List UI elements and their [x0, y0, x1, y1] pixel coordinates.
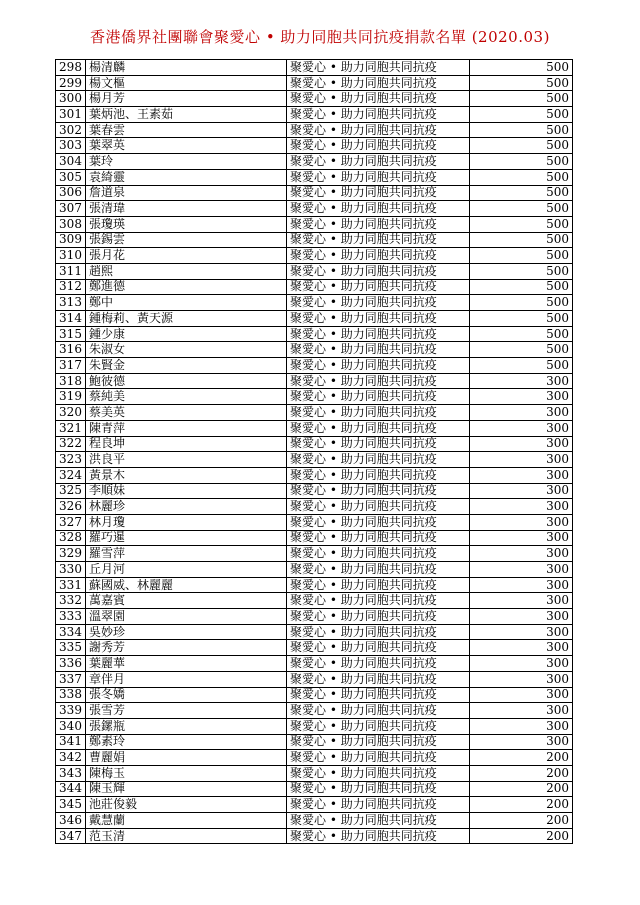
donation-amount: 300	[470, 718, 573, 734]
donor-name: 蘇國威、林麗麗	[86, 577, 287, 593]
donation-purpose: 聚愛心 • 助力同胞共同抗疫	[287, 232, 470, 248]
table-row	[56, 138, 573, 154]
table-row	[56, 609, 573, 625]
row-number: 299	[56, 75, 86, 91]
donation-purpose: 聚愛心 • 助力同胞共同抗疫	[287, 216, 470, 232]
table-row	[56, 342, 573, 358]
donation-purpose: 聚愛心 • 助力同胞共同抗疫	[287, 138, 470, 154]
table-row	[56, 248, 573, 264]
row-number: 342	[56, 750, 86, 766]
table-row	[56, 185, 573, 201]
donation-purpose: 聚愛心 • 助力同胞共同抗疫	[287, 813, 470, 829]
donor-name: 楊文樞	[86, 75, 287, 91]
row-number: 319	[56, 389, 86, 405]
donation-purpose: 聚愛心 • 助力同胞共同抗疫	[287, 185, 470, 201]
donation-purpose: 聚愛心 • 助力同胞共同抗疫	[287, 420, 470, 436]
row-number: 346	[56, 813, 86, 829]
donor-name: 陳梅玉	[86, 765, 287, 781]
donation-amount: 300	[470, 593, 573, 609]
row-number: 305	[56, 169, 86, 185]
row-number: 333	[56, 609, 86, 625]
table-row	[56, 656, 573, 672]
donor-name: 詹道泉	[86, 185, 287, 201]
donor-name: 朱賢金	[86, 358, 287, 374]
row-number: 323	[56, 452, 86, 468]
donation-amount: 300	[470, 609, 573, 625]
donation-purpose: 聚愛心 • 助力同胞共同抗疫	[287, 577, 470, 593]
table-row	[56, 122, 573, 138]
donation-amount: 300	[470, 483, 573, 499]
row-number: 343	[56, 765, 86, 781]
table-row	[56, 232, 573, 248]
table-row	[56, 703, 573, 719]
donation-purpose: 聚愛心 • 助力同胞共同抗疫	[287, 373, 470, 389]
donor-name: 洪良平	[86, 452, 287, 468]
row-number: 327	[56, 514, 86, 530]
donation-amount: 200	[470, 750, 573, 766]
table-row	[56, 311, 573, 327]
donor-name: 葉春雲	[86, 122, 287, 138]
table-row	[56, 169, 573, 185]
row-number: 329	[56, 546, 86, 562]
table-row	[56, 405, 573, 421]
donation-amount: 300	[470, 656, 573, 672]
row-number: 314	[56, 311, 86, 327]
donor-name: 葉麗華	[86, 656, 287, 672]
donor-name: 鄭中	[86, 295, 287, 311]
donation-amount: 300	[470, 687, 573, 703]
donor-name: 程良坤	[86, 436, 287, 452]
donor-name: 章伴月	[86, 671, 287, 687]
donor-name: 張月花	[86, 248, 287, 264]
donation-purpose: 聚愛心 • 助力同胞共同抗疫	[287, 828, 470, 844]
table-row	[56, 326, 573, 342]
row-number: 339	[56, 703, 86, 719]
donation-amount: 500	[470, 154, 573, 170]
donor-name: 李順妹	[86, 483, 287, 499]
row-number: 302	[56, 122, 86, 138]
donation-purpose: 聚愛心 • 助力同胞共同抗疫	[287, 107, 470, 123]
table-row	[56, 577, 573, 593]
row-number: 301	[56, 107, 86, 123]
row-number: 307	[56, 201, 86, 217]
donation-amount: 200	[470, 797, 573, 813]
row-number: 336	[56, 656, 86, 672]
donor-name: 溫翠園	[86, 609, 287, 625]
donor-name: 鍾少康	[86, 326, 287, 342]
row-number: 318	[56, 373, 86, 389]
donation-purpose: 聚愛心 • 助力同胞共同抗疫	[287, 358, 470, 374]
donation-amount: 300	[470, 389, 573, 405]
donation-amount: 300	[470, 514, 573, 530]
donation-amount: 300	[470, 577, 573, 593]
donation-amount: 500	[470, 342, 573, 358]
donor-name: 池莊俊毅	[86, 797, 287, 813]
donor-name: 羅雪萍	[86, 546, 287, 562]
donation-amount: 300	[470, 436, 573, 452]
table-row	[56, 75, 573, 91]
donation-amount: 300	[470, 671, 573, 687]
donor-name: 葉翠英	[86, 138, 287, 154]
donation-amount: 500	[470, 75, 573, 91]
table-row	[56, 420, 573, 436]
row-number: 324	[56, 467, 86, 483]
donor-name: 陳青萍	[86, 420, 287, 436]
donation-amount: 500	[470, 60, 573, 76]
donation-amount: 300	[470, 530, 573, 546]
row-number: 335	[56, 640, 86, 656]
table-row	[56, 562, 573, 578]
table-row	[56, 813, 573, 829]
donor-name: 張錫雲	[86, 232, 287, 248]
donation-amount: 300	[470, 420, 573, 436]
table-row	[56, 60, 573, 76]
donor-name: 戴慧蘭	[86, 813, 287, 829]
donation-purpose: 聚愛心 • 助力同胞共同抗疫	[287, 248, 470, 264]
donation-amount: 500	[470, 122, 573, 138]
donation-table-body	[56, 60, 573, 844]
table-row	[56, 201, 573, 217]
row-number: 328	[56, 530, 86, 546]
donor-name: 蔡純美	[86, 389, 287, 405]
donor-name: 林麗珍	[86, 499, 287, 515]
donation-purpose: 聚愛心 • 助力同胞共同抗疫	[287, 75, 470, 91]
table-row	[56, 263, 573, 279]
donation-amount: 500	[470, 358, 573, 374]
donation-amount: 200	[470, 813, 573, 829]
donation-purpose: 聚愛心 • 助力同胞共同抗疫	[287, 546, 470, 562]
donor-name: 曹麗娟	[86, 750, 287, 766]
donation-amount: 300	[470, 562, 573, 578]
donation-amount: 200	[470, 828, 573, 844]
donor-name: 萬嘉賓	[86, 593, 287, 609]
donation-purpose: 聚愛心 • 助力同胞共同抗疫	[287, 263, 470, 279]
row-number: 322	[56, 436, 86, 452]
donation-purpose: 聚愛心 • 助力同胞共同抗疫	[287, 326, 470, 342]
donation-purpose: 聚愛心 • 助力同胞共同抗疫	[287, 530, 470, 546]
donor-name: 謝秀芳	[86, 640, 287, 656]
donation-purpose: 聚愛心 • 助力同胞共同抗疫	[287, 797, 470, 813]
donation-purpose: 聚愛心 • 助力同胞共同抗疫	[287, 750, 470, 766]
row-number: 312	[56, 279, 86, 295]
donor-name: 鮑彼德	[86, 373, 287, 389]
table-row	[56, 216, 573, 232]
donation-purpose: 聚愛心 • 助力同胞共同抗疫	[287, 201, 470, 217]
donation-purpose: 聚愛心 • 助力同胞共同抗疫	[287, 405, 470, 421]
table-row	[56, 765, 573, 781]
donation-purpose: 聚愛心 • 助力同胞共同抗疫	[287, 781, 470, 797]
row-number: 316	[56, 342, 86, 358]
row-number: 332	[56, 593, 86, 609]
row-number: 303	[56, 138, 86, 154]
donation-purpose: 聚愛心 • 助力同胞共同抗疫	[287, 656, 470, 672]
donation-purpose: 聚愛心 • 助力同胞共同抗疫	[287, 734, 470, 750]
donor-name: 吳妙珍	[86, 624, 287, 640]
donation-purpose: 聚愛心 • 助力同胞共同抗疫	[287, 122, 470, 138]
donor-name: 葉炳池、王素茹	[86, 107, 287, 123]
document-title: 香港僑界社團聯會聚愛心 • 助力同胞共同抗疫捐款名單 (2020.03)	[90, 28, 550, 46]
table-row	[56, 279, 573, 295]
table-row	[56, 514, 573, 530]
table-row	[56, 640, 573, 656]
donation-amount: 500	[470, 216, 573, 232]
donation-amount: 300	[470, 640, 573, 656]
table-row	[56, 624, 573, 640]
row-number: 300	[56, 91, 86, 107]
donor-name: 范玉清	[86, 828, 287, 844]
row-number: 311	[56, 263, 86, 279]
donation-amount: 300	[470, 499, 573, 515]
donation-amount: 500	[470, 185, 573, 201]
table-row	[56, 483, 573, 499]
donation-purpose: 聚愛心 • 助力同胞共同抗疫	[287, 436, 470, 452]
donation-amount: 500	[470, 263, 573, 279]
donation-purpose: 聚愛心 • 助力同胞共同抗疫	[287, 562, 470, 578]
table-row	[56, 436, 573, 452]
row-number: 330	[56, 562, 86, 578]
donation-amount: 300	[470, 452, 573, 468]
donation-purpose: 聚愛心 • 助力同胞共同抗疫	[287, 624, 470, 640]
donor-name: 鄭進德	[86, 279, 287, 295]
donor-name: 袁綺靈	[86, 169, 287, 185]
donor-name: 張雪芳	[86, 703, 287, 719]
donor-name: 蔡美英	[86, 405, 287, 421]
donation-purpose: 聚愛心 • 助力同胞共同抗疫	[287, 718, 470, 734]
donation-purpose: 聚愛心 • 助力同胞共同抗疫	[287, 671, 470, 687]
donor-name: 鄭素玲	[86, 734, 287, 750]
table-row	[56, 828, 573, 844]
donation-amount: 500	[470, 232, 573, 248]
row-number: 315	[56, 326, 86, 342]
table-row	[56, 546, 573, 562]
table-row	[56, 467, 573, 483]
donation-purpose: 聚愛心 • 助力同胞共同抗疫	[287, 703, 470, 719]
donation-purpose: 聚愛心 • 助力同胞共同抗疫	[287, 389, 470, 405]
row-number: 337	[56, 671, 86, 687]
donation-amount: 200	[470, 781, 573, 797]
donation-amount: 500	[470, 201, 573, 217]
row-number: 331	[56, 577, 86, 593]
donor-name: 鍾梅莉、黃天源	[86, 311, 287, 327]
donation-amount: 500	[470, 248, 573, 264]
row-number: 309	[56, 232, 86, 248]
table-row	[56, 107, 573, 123]
donation-amount: 500	[470, 107, 573, 123]
row-number: 313	[56, 295, 86, 311]
row-number: 345	[56, 797, 86, 813]
donor-name: 陳玉輝	[86, 781, 287, 797]
donation-purpose: 聚愛心 • 助力同胞共同抗疫	[287, 467, 470, 483]
donation-purpose: 聚愛心 • 助力同胞共同抗疫	[287, 60, 470, 76]
donation-amount: 500	[470, 279, 573, 295]
table-row	[56, 452, 573, 468]
donation-purpose: 聚愛心 • 助力同胞共同抗疫	[287, 295, 470, 311]
donation-amount: 500	[470, 295, 573, 311]
row-number: 298	[56, 60, 86, 76]
table-row	[56, 154, 573, 170]
donation-amount: 500	[470, 91, 573, 107]
donor-name: 林月瓊	[86, 514, 287, 530]
table-row	[56, 499, 573, 515]
donation-purpose: 聚愛心 • 助力同胞共同抗疫	[287, 154, 470, 170]
donation-purpose: 聚愛心 • 助力同胞共同抗疫	[287, 483, 470, 499]
table-row	[56, 389, 573, 405]
table-row	[56, 530, 573, 546]
donation-purpose: 聚愛心 • 助力同胞共同抗疫	[287, 91, 470, 107]
row-number: 306	[56, 185, 86, 201]
row-number: 308	[56, 216, 86, 232]
table-row	[56, 295, 573, 311]
table-row	[56, 781, 573, 797]
row-number: 320	[56, 405, 86, 421]
row-number: 341	[56, 734, 86, 750]
row-number: 321	[56, 420, 86, 436]
table-row	[56, 750, 573, 766]
donation-purpose: 聚愛心 • 助力同胞共同抗疫	[287, 279, 470, 295]
donation-amount: 300	[470, 734, 573, 750]
donation-amount: 300	[470, 624, 573, 640]
donor-name: 張瓊瑛	[86, 216, 287, 232]
table-row	[56, 373, 573, 389]
donation-purpose: 聚愛心 • 助力同胞共同抗疫	[287, 687, 470, 703]
table-row	[56, 797, 573, 813]
donor-name: 黃景木	[86, 467, 287, 483]
donor-name: 朱淑女	[86, 342, 287, 358]
donation-amount: 200	[470, 765, 573, 781]
table-row	[56, 358, 573, 374]
donation-purpose: 聚愛心 • 助力同胞共同抗疫	[287, 452, 470, 468]
donation-amount: 500	[470, 326, 573, 342]
donation-amount: 300	[470, 467, 573, 483]
donation-table	[55, 59, 573, 844]
donor-name: 丘月河	[86, 562, 287, 578]
donor-name: 張清瑋	[86, 201, 287, 217]
donation-amount: 300	[470, 373, 573, 389]
row-number: 310	[56, 248, 86, 264]
row-number: 340	[56, 718, 86, 734]
donation-purpose: 聚愛心 • 助力同胞共同抗疫	[287, 765, 470, 781]
donation-amount: 500	[470, 311, 573, 327]
donation-purpose: 聚愛心 • 助力同胞共同抗疫	[287, 311, 470, 327]
donation-purpose: 聚愛心 • 助力同胞共同抗疫	[287, 499, 470, 515]
donation-amount: 300	[470, 546, 573, 562]
table-row	[56, 593, 573, 609]
row-number: 325	[56, 483, 86, 499]
table-row	[56, 687, 573, 703]
table-row	[56, 718, 573, 734]
table-row	[56, 91, 573, 107]
donation-purpose: 聚愛心 • 助力同胞共同抗疫	[287, 514, 470, 530]
row-number: 326	[56, 499, 86, 515]
row-number: 344	[56, 781, 86, 797]
donor-name: 趙熙	[86, 263, 287, 279]
row-number: 304	[56, 154, 86, 170]
row-number: 347	[56, 828, 86, 844]
donation-amount: 300	[470, 405, 573, 421]
donor-name: 楊清麟	[86, 60, 287, 76]
donation-amount: 300	[470, 703, 573, 719]
row-number: 317	[56, 358, 86, 374]
row-number: 338	[56, 687, 86, 703]
donor-name: 楊月芳	[86, 91, 287, 107]
donation-purpose: 聚愛心 • 助力同胞共同抗疫	[287, 342, 470, 358]
table-row	[56, 671, 573, 687]
donation-purpose: 聚愛心 • 助力同胞共同抗疫	[287, 640, 470, 656]
donation-purpose: 聚愛心 • 助力同胞共同抗疫	[287, 609, 470, 625]
donation-purpose: 聚愛心 • 助力同胞共同抗疫	[287, 169, 470, 185]
table-row	[56, 734, 573, 750]
donation-amount: 500	[470, 138, 573, 154]
donor-name: 張冬嬌	[86, 687, 287, 703]
donor-name: 張鏍瓶	[86, 718, 287, 734]
row-number: 334	[56, 624, 86, 640]
donor-name: 葉玲	[86, 154, 287, 170]
donation-amount: 500	[470, 169, 573, 185]
donor-name: 羅巧暹	[86, 530, 287, 546]
donation-purpose: 聚愛心 • 助力同胞共同抗疫	[287, 593, 470, 609]
